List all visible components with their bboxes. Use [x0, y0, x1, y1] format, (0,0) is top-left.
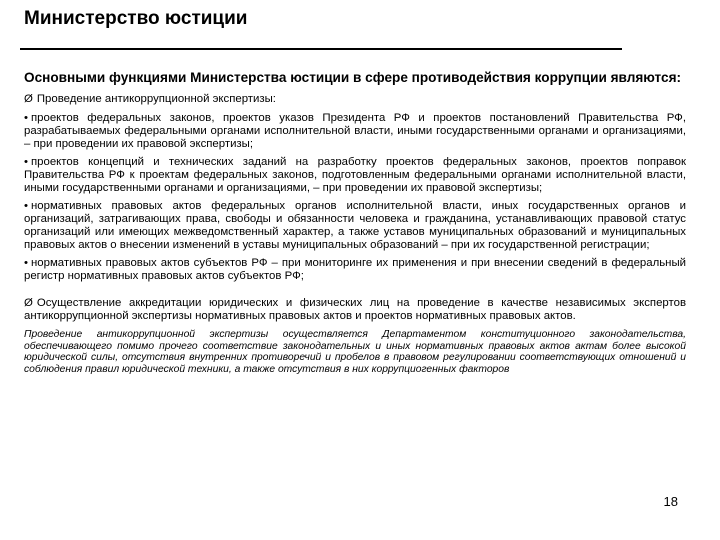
page-number: 18 [663, 494, 678, 509]
title-divider [20, 48, 622, 50]
arrow-bullet-icon: Ø [24, 93, 33, 105]
page-title: Министерство юстиции [24, 8, 248, 29]
list-item [24, 200, 686, 252]
list-item [24, 93, 686, 106]
arrow-bullet-icon: Ø [24, 297, 33, 309]
bullet-icon: • [24, 257, 28, 269]
list-item-text: проектов концепций и технических заданий на разработку проектов федеральных законов, проектов поправок Правительства РФ к проектам федеральных законов, подготовленным федеральными органами исполнительной власти, иными государственными органами и организациями, – при проведении их правовой экспертизы; [24, 156, 686, 194]
list-item [24, 112, 686, 151]
bullet-icon: • [24, 112, 28, 124]
slide-content [24, 68, 686, 375]
list-item [24, 156, 686, 195]
footnote: Проведение антикоррупционной экспертизы осуществляется Департаментом конституционного законодательства, обеспечивающего помимо прочего соответствие законодательных и иных нормативных правовых актов актам более высокой юридической силы, отсутствия внутренних противоречий и пробелов в правовом регулировании соответствующих отношений и соблюдения правил юридической техники, а также отсутствия в них коррупциогенных факторов [24, 329, 686, 375]
list-item [24, 297, 686, 323]
list-item [24, 257, 686, 283]
list-item-text: Осуществление аккредитации юридических и физических лиц на проведение в качестве независимых экспертов антикоррупционной экспертизы нормативных правовых актов и проектов нормативных правовых актов. [24, 297, 686, 322]
bullet-icon: • [24, 200, 28, 212]
list-item-text: проектов федеральных законов, проектов указов Президента РФ и проектов постановлений Правительства РФ, разрабатываемых федеральными органами исполнительной власти, иными государственными органами и организациями, – при проведении их правовой экспертизы; [24, 112, 686, 150]
list-item-text: нормативных правовых актов субъектов РФ – при мониторинге их применения и при внесении сведений в федеральный регистр нормативных правовых актов субъектов РФ; [24, 257, 686, 282]
lead-paragraph: Основными функциями Министерства юстиции в сфере противодействия коррупции являются: [24, 70, 682, 85]
list-item-text: нормативных правовых актов федеральных органов исполнительной власти, иных государственных органов и организаций, затрагивающих права, свободы и обязанности человека и гражданина, устанавливающих правовой статус организаций или имеющих межведомственный характер, а также уставов муниципальных образований и муниципальных правовых актов о внесении изменений в уставы муниципальных образований – при их государственной регистрации; [24, 200, 686, 251]
list-item-text: Проведение антикоррупционной экспертизы: [36, 93, 276, 105]
bullet-icon: • [24, 156, 28, 168]
